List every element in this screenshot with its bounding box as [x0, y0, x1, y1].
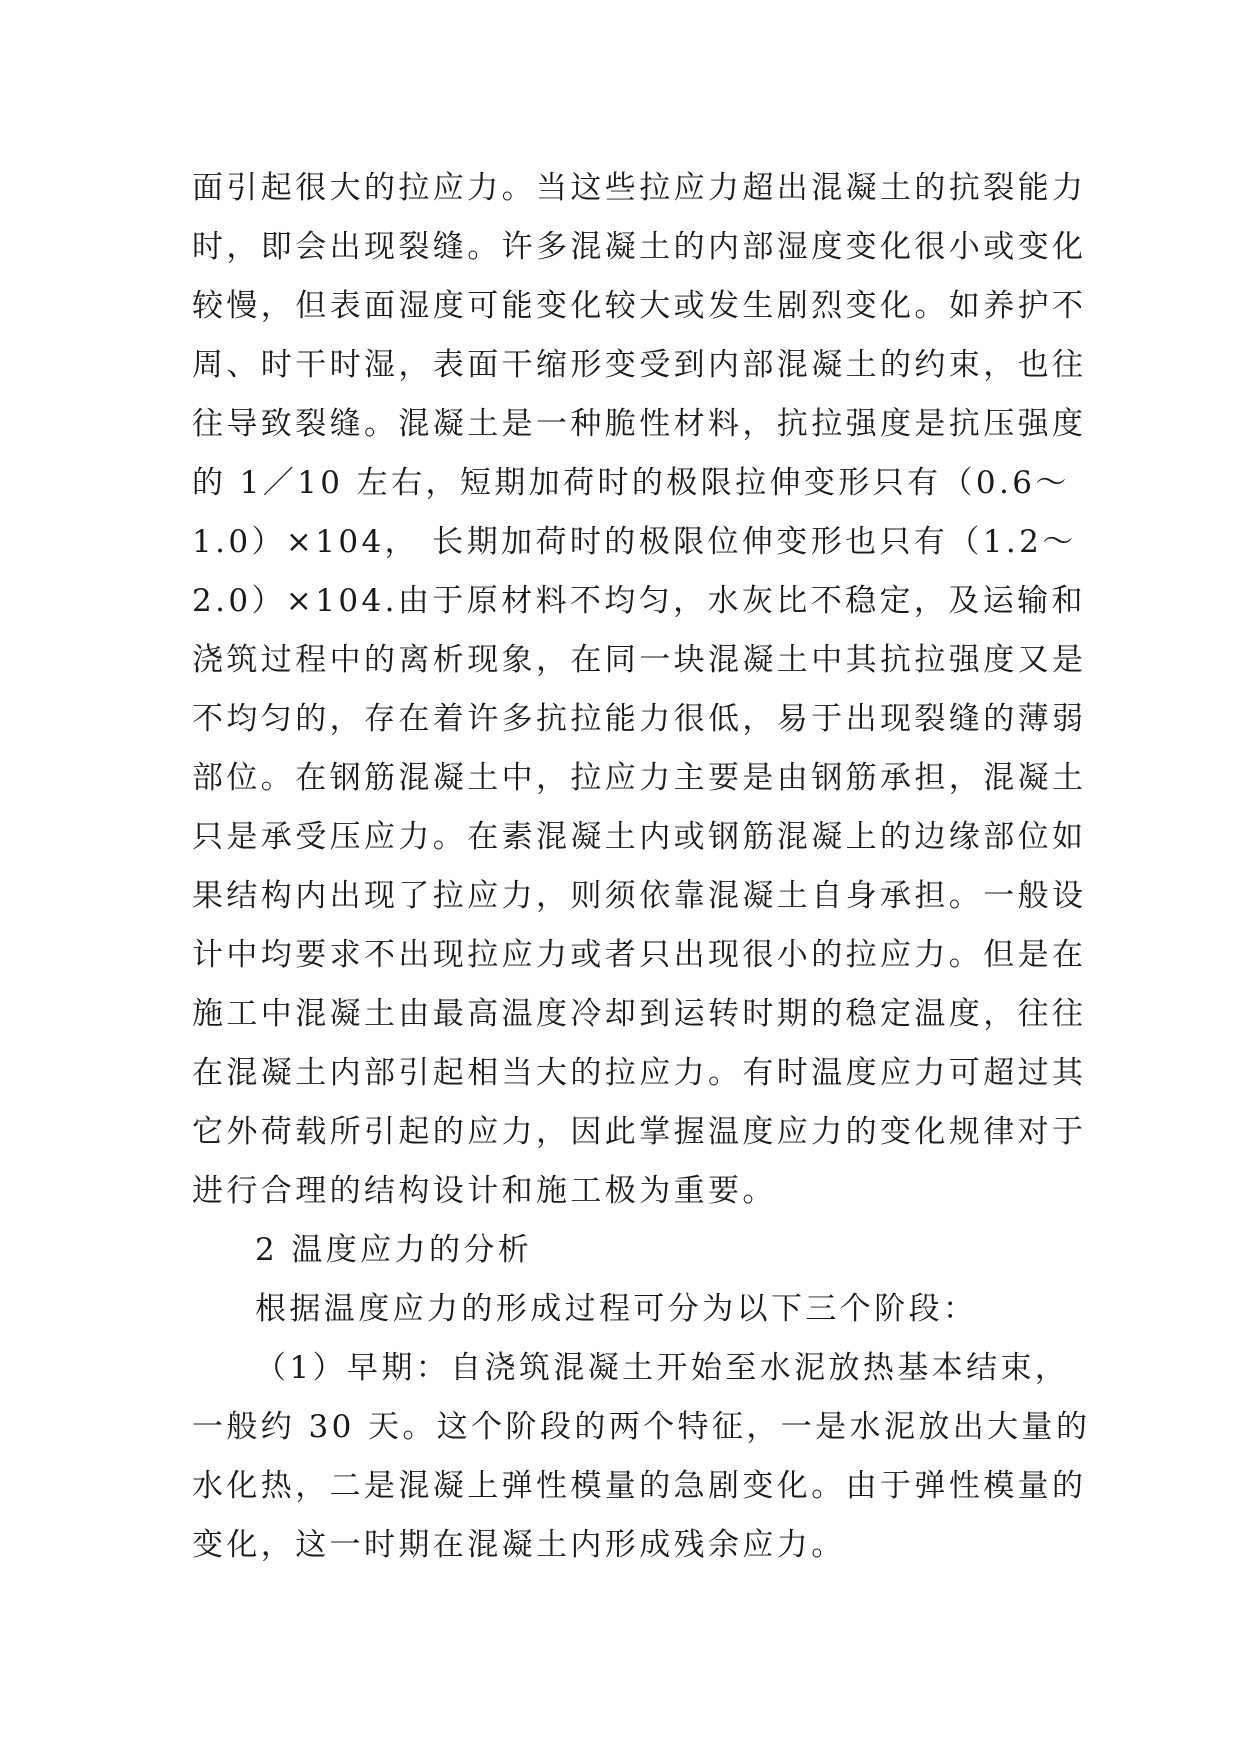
- text-line: 的 1／10 左右，短期加荷时的极限拉伸变形只有（0.6～: [192, 465, 1070, 501]
- text-line: 施工中混凝土由最高温度冷却到运转时期的稳定温度，往往: [192, 996, 1087, 1032]
- text-line: 根据温度应力的形成过程可分为以下三个阶段：: [255, 1291, 978, 1327]
- text-line: 水化热，二是混凝上弹性模量的急剧变化。由于弹性模量的: [192, 1468, 1087, 1504]
- text-line: 部位。在钢筋混凝土中，拉应力主要是由钢筋承担，混凝土: [192, 760, 1087, 796]
- text-line: 往导致裂缝。混凝土是一种脆性材料，抗拉强度是抗压强度: [192, 406, 1087, 442]
- text-line: 进行合理的结构设计和施工极为重要。: [192, 1173, 777, 1209]
- text-line: 计中均要求不出现拉应力或者只出现很小的拉应力。但是在: [192, 937, 1087, 973]
- text-line: 不均匀的，存在着许多抗拉能力很低，易于出现裂缝的薄弱: [192, 701, 1087, 737]
- section-heading: 2 温度应力的分析: [255, 1232, 533, 1268]
- text-line: 它外荷载所引起的应力，因此掌握温度应力的变化规律对于: [192, 1114, 1087, 1150]
- text-line: 2.0）×104.由于原材料不均匀，水灰比不稳定，及运输和: [192, 583, 1086, 619]
- text-line: 一般约 30 天。这个阶段的两个特征，一是水泥放出大量的: [192, 1409, 1091, 1445]
- text-line: 时，即会出现裂缝。许多混凝土的内部湿度变化很小或变化: [192, 229, 1087, 265]
- text-line: 在混凝土内部引起相当大的拉应力。有时温度应力可超过其: [192, 1055, 1087, 1091]
- text-line: 面引起很大的拉应力。当这些拉应力超出混凝土的抗裂能力: [192, 170, 1087, 206]
- text-line: 果结构内出现了拉应力，则须依靠混凝土自身承担。一般设: [192, 878, 1087, 914]
- text-line: 1.0）×104， 长期加荷时的极限位伸变形也只有（1.2～: [192, 524, 1077, 560]
- text-line: 较慢，但表面湿度可能变化较大或发生剧烈变化。如养护不: [192, 288, 1087, 324]
- text-line: 周、时干时湿，表面干缩形变受到内部混凝土的约束，也往: [192, 347, 1087, 383]
- text-line: （1）早期：自浇筑混凝土开始至水泥放热基本结束，: [255, 1350, 1070, 1386]
- text-line: 只是承受压应力。在素混凝土内或钢筋混凝上的边缘部位如: [192, 819, 1087, 855]
- text-line: 变化，这一时期在混凝土内形成残余应力。: [192, 1527, 846, 1563]
- text-line: 浇筑过程中的离析现象，在同一块混凝土中其抗拉强度又是: [192, 642, 1087, 678]
